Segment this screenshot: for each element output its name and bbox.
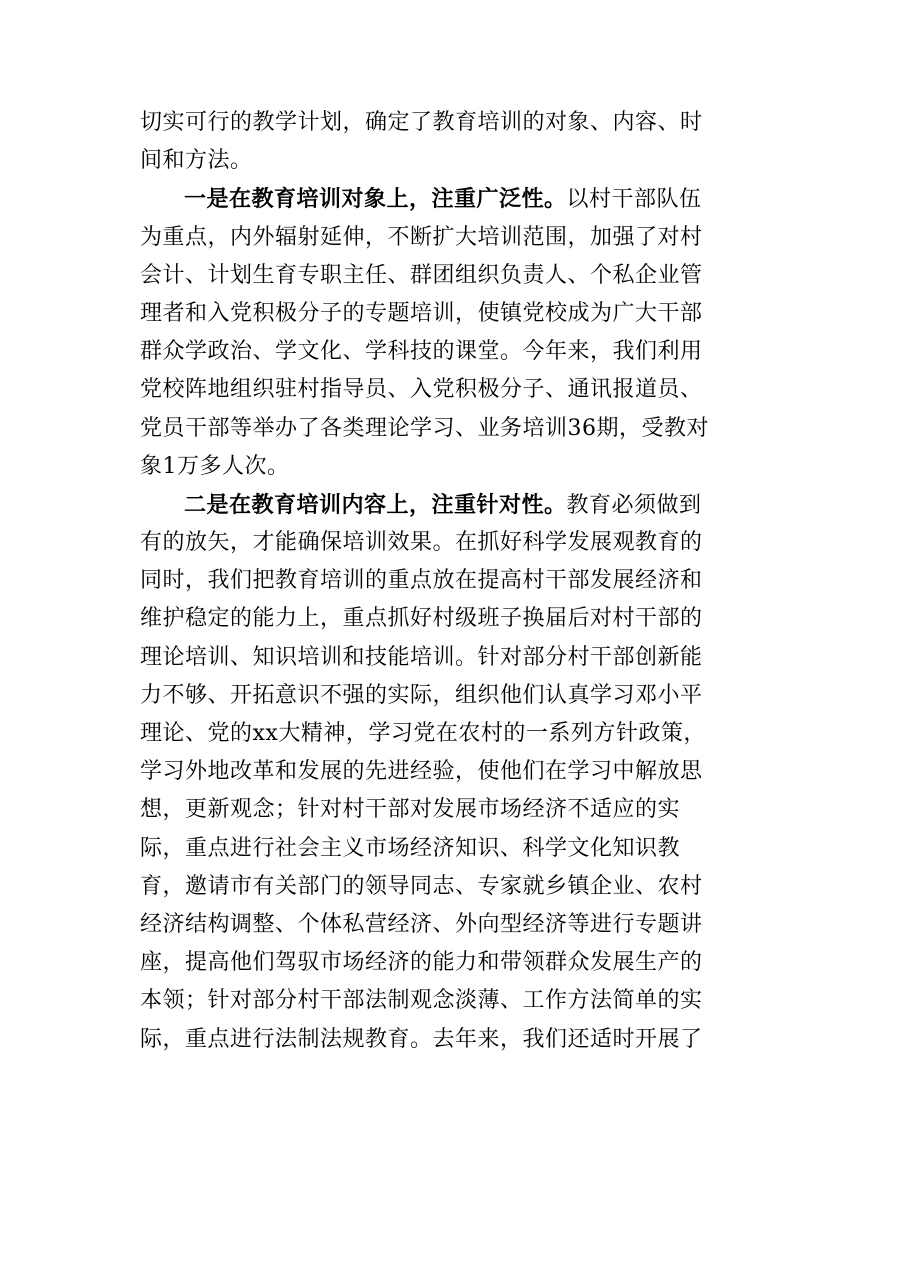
text-line: 同时，我们把教育培训的重点放在提高村干部发展经济和 xyxy=(140,568,703,594)
text-line: 维护稳定的能力上，重点抓好村级班子换届后对村干部的 xyxy=(140,606,703,632)
text-line: 会计、计划生育专职主任、群团组织负责人、个私企业管 xyxy=(140,262,703,288)
document-body xyxy=(140,104,780,1059)
text-line: 际，重点进行法制法规教育。去年来，我们还适时开展了 xyxy=(140,1026,703,1052)
text-line: 象1万多人次。 xyxy=(140,453,290,479)
paragraph-first-line xyxy=(140,180,780,218)
paragraph-text: 教育必须做到 xyxy=(566,492,702,518)
paragraph-first-line xyxy=(140,486,780,524)
text-line: 本领；针对部分村干部法制观念淡薄、工作方法简单的实 xyxy=(140,988,703,1014)
text-line: 有的放矢，才能确保培训效果。在抓好科学发展观教育的 xyxy=(140,530,703,556)
text-line: 理论培训、知识培训和技能培训。针对部分村干部创新能 xyxy=(140,644,703,670)
text-line: 际，重点进行社会主义市场经济知识、科学文化知识教 xyxy=(140,835,681,861)
text-line: 想，更新观念；针对村干部对发展市场经济不适应的实 xyxy=(140,797,681,823)
text-line: 为重点，内外辐射延伸，不断扩大培训范围，加强了对村 xyxy=(140,224,703,250)
paragraph-heading: 二是在教育培训内容上，注重针对性。 xyxy=(184,491,567,518)
text-line: 经济结构调整、个体私营经济、外向型经济等进行专题讲 xyxy=(140,911,703,937)
paragraph-heading: 一是在教育培训对象上，注重广泛性。 xyxy=(184,186,567,213)
text-line: 间和方法。 xyxy=(140,148,253,174)
text-line: 理论、党的xx大精神，学习党在农村的一系列方针政策， xyxy=(140,721,706,746)
text-line: 学习外地改革和发展的先进经验，使他们在学习中解放思 xyxy=(140,759,703,785)
text-line: 力不够、开拓意识不强的实际，组织他们认真学习邓小平 xyxy=(140,682,703,708)
text-line: 党员干部等举办了各类理论学习、业务培训36期，受教对 xyxy=(140,415,709,441)
paragraph-text: 以村干部队伍 xyxy=(566,187,702,213)
text-line: 理者和入党积极分子的专题培训，使镇党校成为广大干部 xyxy=(140,300,703,326)
text-line: 党校阵地组织驻村指导员、入党积极分子、通讯报道员、 xyxy=(140,377,703,403)
text-line: 育，邀请市有关部门的领导同志、专家就乡镇企业、农村 xyxy=(140,873,703,899)
text-line: 群众学政治、学文化、学科技的课堂。今年来，我们利用 xyxy=(140,339,703,365)
text-line: 座，提高他们驾驭市场经济的能力和带领群众发展生产的 xyxy=(140,950,703,976)
text-line: 切实可行的教学计划，确定了教育培训的对象、内容、时 xyxy=(140,110,703,135)
